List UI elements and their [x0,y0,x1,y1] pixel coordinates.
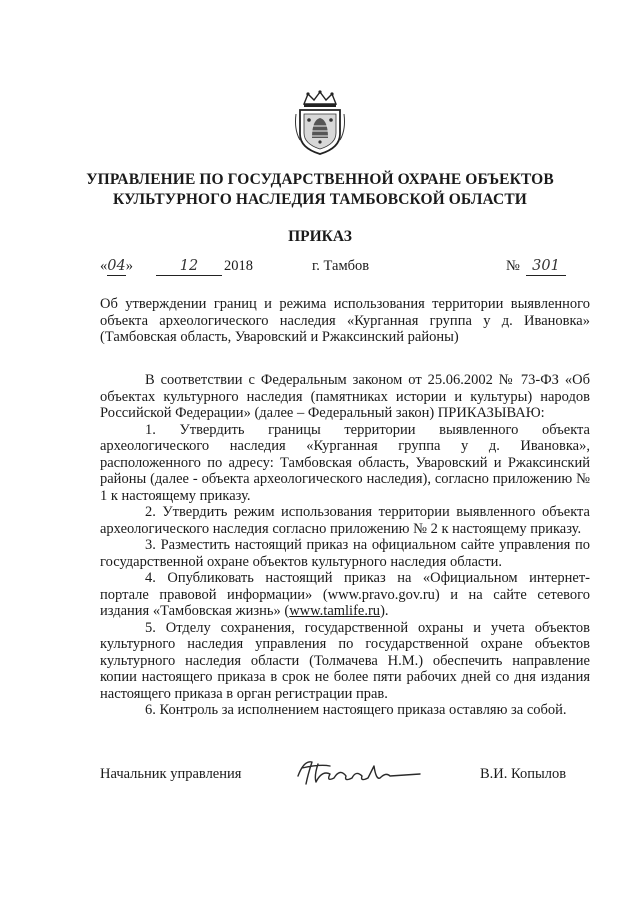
handwritten-signature-icon [290,754,440,790]
city: г. Тамбов [312,258,370,274]
signature-row [100,754,590,784]
org-line-1: УПРАВЛЕНИЕ ПО ГОСУДАРСТВЕННОЙ ОХРАНЕ ОБЪЕКТОВ [86,171,554,188]
subject-line-2: объекта археологического наследия «Курганная группа у д. Ивановка» [100,312,590,329]
order-item-6: 6. Контроль за исполнением настоящего приказа оставляю за собой. [145,702,567,718]
subject-block [100,296,590,346]
date-field: «04» [100,258,133,274]
org-line-2: КУЛЬТУРНОГО НАСЛЕДИЯ ТАМБОВСКОЙ ОБЛАСТИ [113,191,527,208]
order-item-5: 5. Отделу сохранения, государственной охраны и учета объектов культурного наследия управления по государственной охране объектов культурного наследия области (Толмачева Н.М.) обеспечить направление копии настоящего приказа в срок не более пяти рабочих дней со дня издания настоящего приказа в орган регистрации прав. [100,619,590,702]
document-type: ПРИКАЗ [288,228,352,245]
document-number: 301 [526,258,566,276]
document-body [100,372,590,719]
order-item-1: 1. Утвердить границы территории выявленного объекта археологического наследия «Курганная группа у д. Ивановка», расположенного по адресу: Тамбовская область, Уваровский и Ржаксинский районы (далее - объекта археологического наследия), согласно приложению № 1 к настоящему приказу. [100,421,590,504]
signatory-name: В.И. Копылов [480,766,567,782]
order-item-4: 4. Опубликовать настоящий приказ на «Официальном интернет-портале правовой информации» (www.pravo.gov.ru) и на сайте сетевого издания «Тамбовская жизнь» (www.tamlife.ru). [100,570,590,619]
date-year: 2018 [224,258,253,274]
order-item-3: 3. Разместить настоящий приказ на официальном сайте управления по государственной охране объектов культурного наследия области. [100,537,590,570]
tamlife-link[interactable]: www.tamlife.ru [289,603,381,619]
subject-line-3: (Тамбовская область, Уваровский и Ржаксинский районы) [100,329,459,345]
order-item-2: 2. Утвердить режим использования территории выявленного объекта археологического наследия согласно приложению № 2 к настоящему приказу. [100,504,590,537]
subject-line-1: Об утверждении границ и режима использования территории выявленного [100,296,590,312]
date-number-row [100,258,570,280]
coat-of-arms-icon [292,90,348,156]
number-sign: № [506,258,520,274]
date-day: 04 [107,258,126,274]
date-month: 12 [156,258,222,276]
preamble-paragraph: В соответствии с Федеральным законом от 25.06.2002 № 73-ФЗ «Об объектах культурного наследия (памятниках истории и культуры) народов Российской Федерации» (далее – Федеральный закон) ПРИКАЗЫВАЮ: [100,372,590,421]
organization-title [60,170,580,210]
signatory-position: Начальник управления [100,766,242,782]
